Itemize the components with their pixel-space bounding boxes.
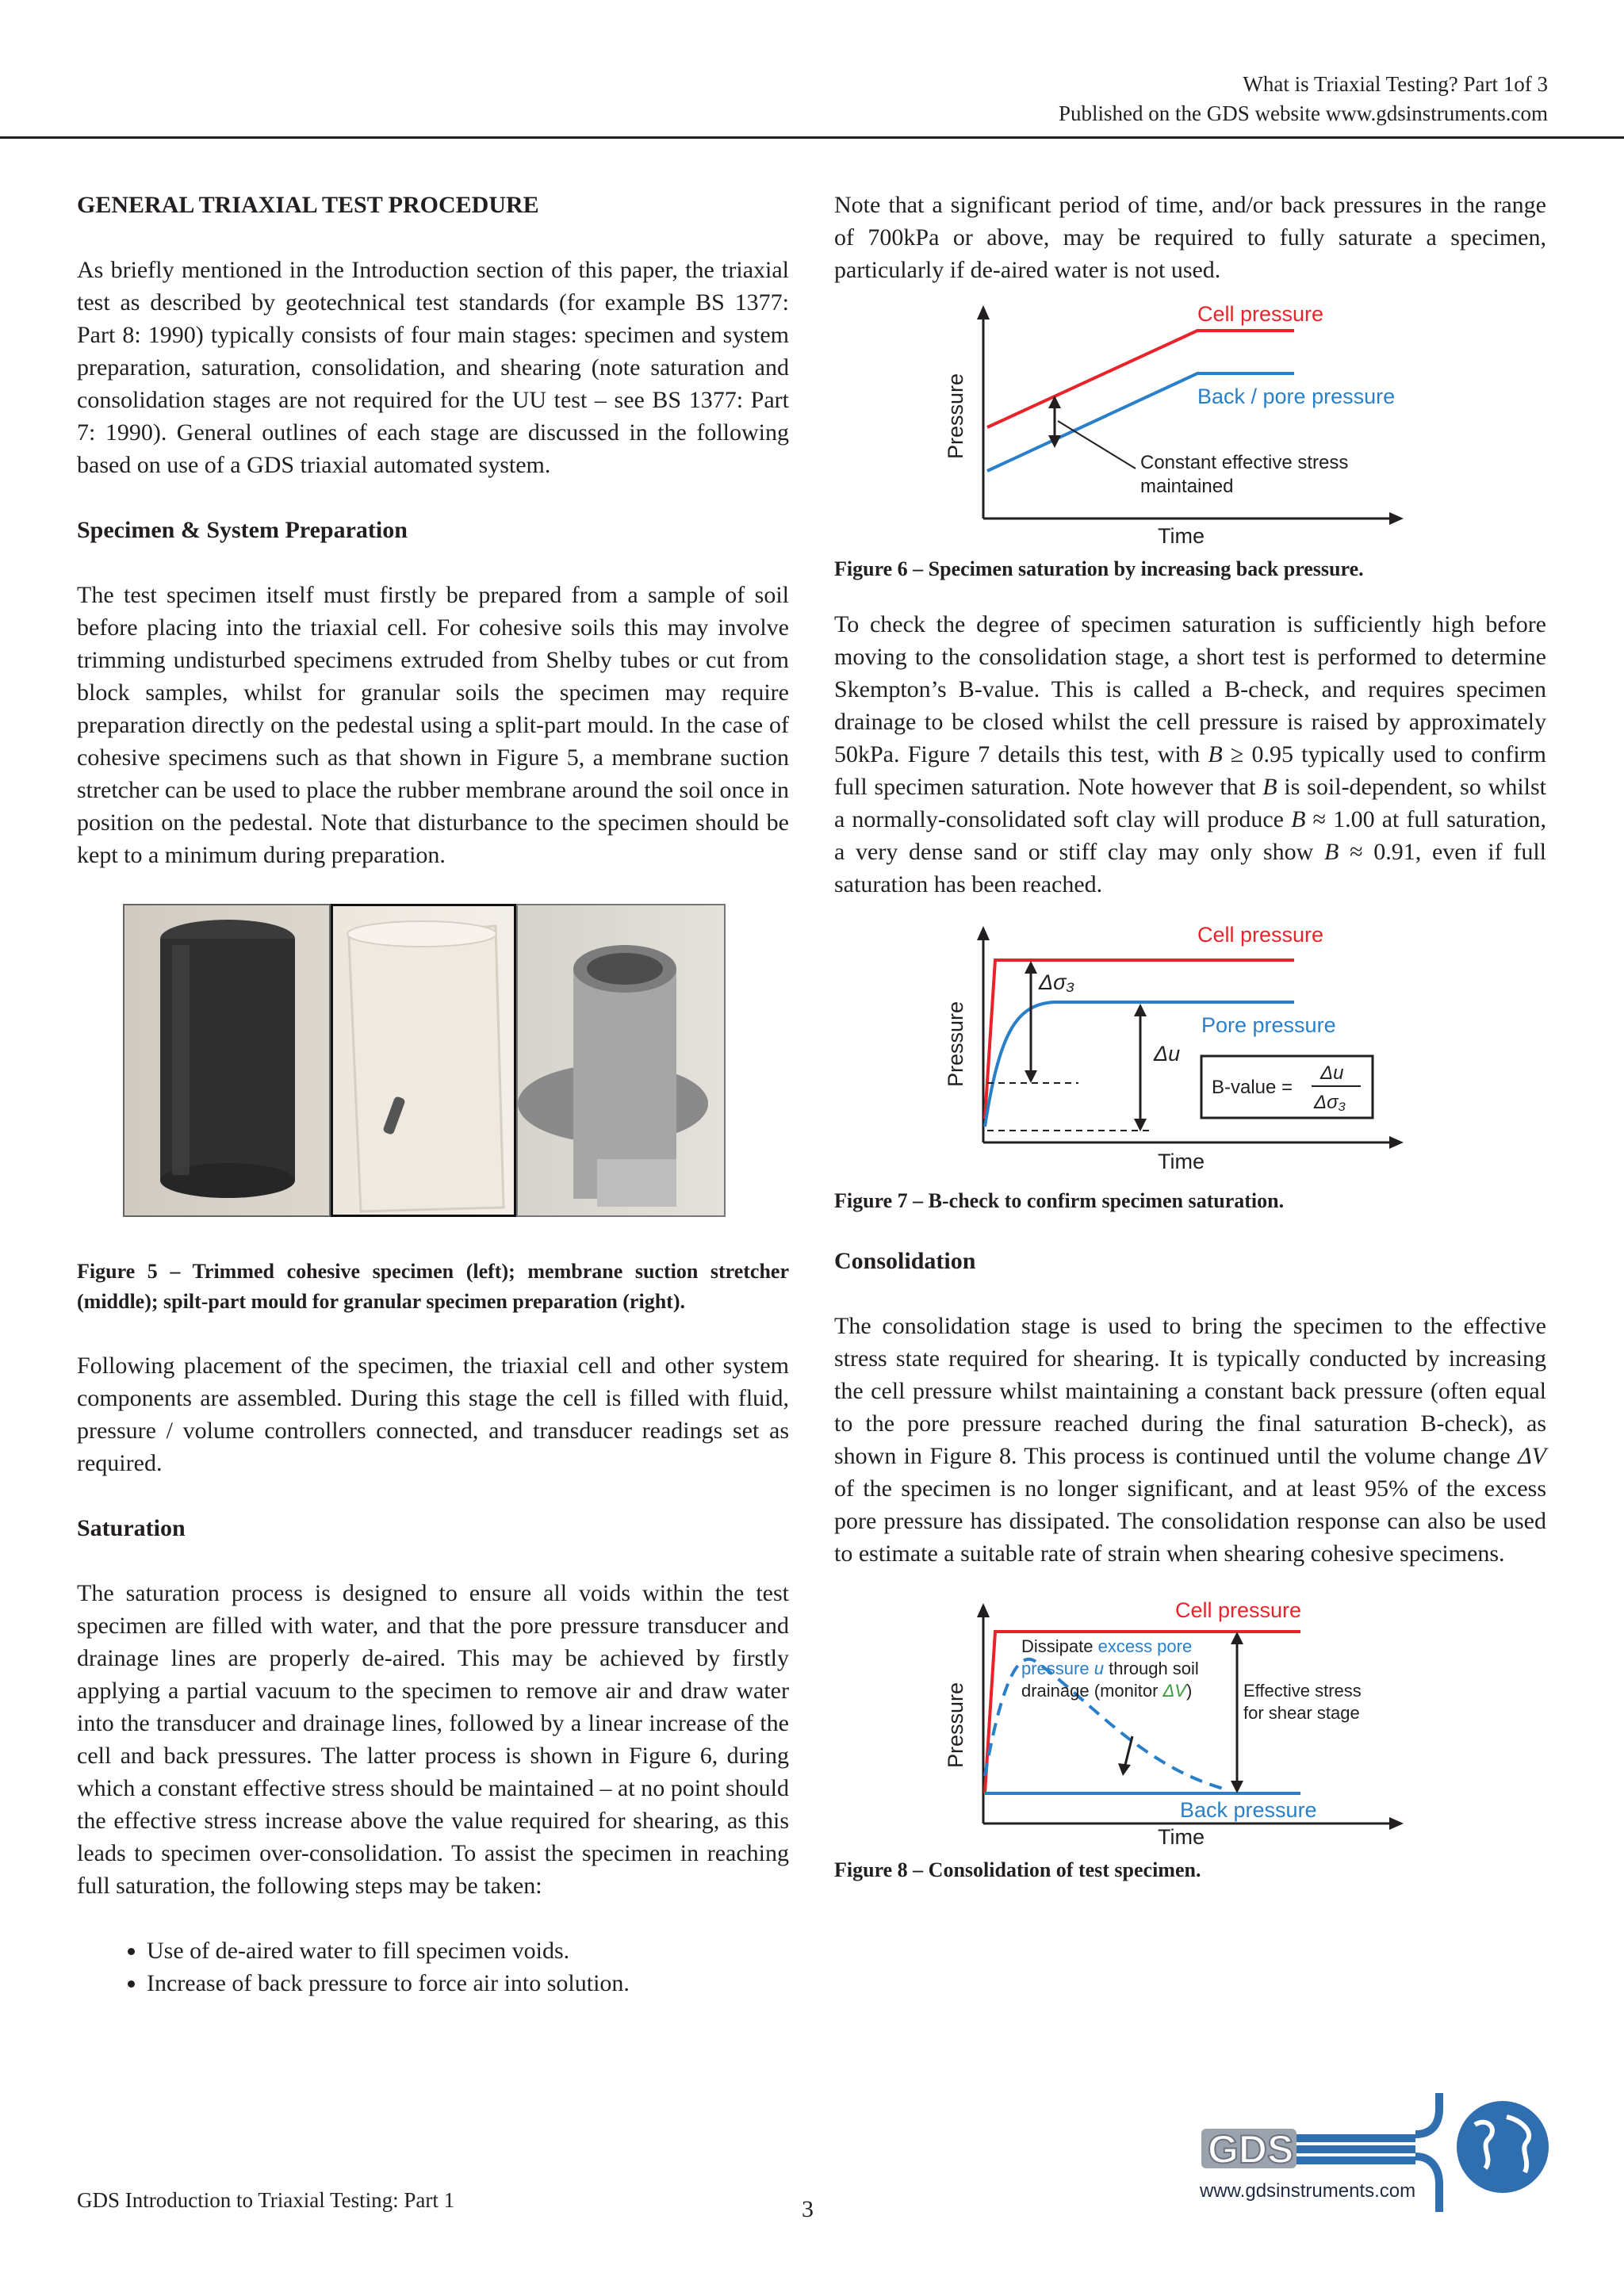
x-axis-arrow [1389,512,1404,525]
x-axis-arrow [1389,1817,1404,1830]
header-title: What is Triaxial Testing? Part 1of 3 [1243,72,1548,96]
footer-title: GDS Introduction to Triaxial Testing: Part 1 [77,2188,455,2212]
figure-6-diagram [928,300,1419,546]
y-axis-arrow [977,926,990,940]
y-axis-label: Pressure [944,1001,967,1087]
consolidation-heading: Consolidation [834,1248,976,1274]
excess-pore-pressure-curve [985,1659,1229,1790]
figure-5-photos [123,904,726,1217]
figure-7-caption: Figure 7 – B-check to confirm specimen saturation. [834,1189,1285,1212]
cell-pressure-label: Cell pressure [1197,923,1324,947]
header-rule [0,136,1624,139]
assembly-paragraph: Following placement of the specimen, the triaxial cell and other system components are assembled. During this stage the cell is filled with fluid, pressure / volume controllers connected, and transducer readings set as required. [77,1353,789,1476]
list-item: • Increase of back pressure to force air into solution. [147,1967,789,1999]
saturation-paragraph: The saturation process is designed to ensure all voids within the test specimen are filled with water, and that the pore pressure transducer and drainage lines are properly de-aired. This may be achieved by firstly applying a partial vacuum to the specimen to remove air and draw water into the transducer and drainage lines, followed by a linear increase of the cell and back pressures. The latter process is shown in Figure 6, during which a constant effective stress should be maintained – at no point should the effective stress increase above the value required for shearing, as this leads to specimen over-consolidation. To assist the specimen in reaching full saturation, the following steps may be taken: [77,1580,789,1899]
delta-sigma-label: Δσ₃ [1039,970,1075,994]
y-axis-arrow [977,1603,990,1617]
bvalue-denominator: Δσ₃ [1314,1092,1346,1113]
figure-8-diagram [928,1586,1419,1847]
figure-6-caption: Figure 6 – Specimen saturation by increasing back pressure. [834,557,1364,580]
bvalue-numerator: Δu [1320,1062,1344,1084]
leader-line [1058,421,1136,469]
effective-stress-label-1: Effective stress [1243,1681,1362,1701]
running-header [596,70,1548,128]
membrane-stretcher-photo [331,904,516,1217]
back-pressure-label: Back pressure [1180,1798,1317,1822]
right-column [834,189,1546,1918]
constant-stress-note-2: maintained [1140,476,1234,497]
dissipate-line-2: pressure u through soil [1021,1659,1199,1678]
x-axis-label: Time [1158,1150,1205,1173]
x-axis-arrow [1389,1136,1404,1149]
y-axis-arrow [977,305,990,320]
dissipate-line-3: drainage (monitor ΔV) [1021,1681,1193,1701]
list-item: • Use of de-aired water to fill specimen voids. [147,1934,789,1967]
delta-u-label: Δu [1154,1042,1181,1066]
dissipate-line-1: Dissipate excess pore [1021,1636,1193,1656]
x-axis-label: Time [1158,1825,1205,1847]
cell-pressure-line [987,331,1294,427]
left-column [77,189,789,1999]
cell-pressure-label: Cell pressure [1197,302,1324,326]
figure-7-diagram [928,916,1419,1178]
constant-stress-note-1: Constant effective stress [1140,452,1349,473]
saturation-heading: Saturation [77,1515,186,1541]
header-published: Published on the GDS website www.gdsinstruments.com [1059,101,1548,125]
figure-5-caption: Figure 5 – Trimmed cohesive specimen (left); membrane suction stretcher (middle); spilt-part mould for granular specimen preparation (right). [77,1260,789,1313]
saturation-steps-list [77,1934,789,1999]
page-number: 3 [802,2196,814,2222]
split-mould-photo [516,904,726,1217]
prep-paragraph: The test specimen itself must firstly be prepared from a sample of soil before placing into the triaxial cell. For cohesive soils this may involve trimming undisturbed specimens extruded from Shelby tubes or cut from block samples, whilst for granular soils the specimen may require preparation directly on the pedestal using a split-part mould. In the case of cohesive specimens such as that shown in Figure 5, a membrane suction stretcher can be used to place the rubber membrane around the soil once in position on the pedestal. Note that disturbance to the specimen should be kept to a minimum during preparation. [77,582,789,868]
y-axis-label: Pressure [944,373,967,459]
bcheck-paragraph: To check the degree of specimen saturation is sufficiently high before moving to the consolidation stage, a short test is performed to determine Skempton’s B-value. This is called a B-check, and requires specimen drainage to be closed whilst the cell pressure is raised by approximately 50kPa. Figure 7 details this test, with B ≥ 0.95 typically used to confirm full specimen saturation. Note however that B is soil-dependent, so whilst a normally-consolidated soft clay will produce B ≈ 1.00 at full saturation, a very dense sand or stiff clay may only show B ≈ 0.91, even if full saturation has been reached. [834,611,1547,897]
note-paragraph: Note that a significant period of time, and/or back pressures in the range of 700kPa or above, may be required to fully saturate a specimen, particularly if de-aired water is not used. [834,192,1546,283]
back-pressure-label: Back / pore pressure [1197,385,1396,408]
consolidation-paragraph: The consolidation stage is used to bring the specimen to the effective stress state required for shearing. It is typically conducted by increasing the cell pressure whilst maintaining a constant back pressure (often equal to the pore pressure reached during the final saturation B-check), as shown in Figure 8. This process is continued until the volume change ΔV of the specimen is no longer significant, and at least 95% of the excess pore pressure has dissipated. The consolidation response can also be used to estimate a suitable rate of strain when shearing cohesive specimens. [834,1313,1546,1567]
x-axis-label: Time [1158,524,1205,546]
figure-8-caption: Figure 8 – Consolidation of test specimen. [834,1858,1201,1881]
intro-paragraph: As briefly mentioned in the Introduction section of this paper, the triaxial test as described by geotechnical test standards (for example BS 1377: Part 8: 1990) typically consists of four main stages: specimen and system preparation, saturation, consolidation, and shearing (note saturation and consolidation stages are not required for the UU test – see BS 1377: Part 7: 1990). General outlines of each stage are discussed in the following based on use of a GDS triaxial automated system. [77,257,789,478]
section-heading: GENERAL TRIAXIAL TEST PROCEDURE [77,192,539,218]
bvalue-label: B-value = [1212,1077,1293,1098]
pore-pressure-label: Pore pressure [1201,1013,1336,1037]
trimmed-specimen-photo [123,904,331,1217]
globe-icon [1457,2101,1549,2193]
effective-stress-label-2: for shear stage [1243,1703,1360,1723]
y-axis-label: Pressure [944,1682,967,1768]
logo-url: www.gdsinstruments.com [1200,2180,1416,2202]
logo-text: GDS [1208,2127,1294,2172]
prep-heading: Specimen & System Preparation [77,517,408,543]
dissipate-arrow [1124,1736,1132,1768]
cell-pressure-label: Cell pressure [1175,1598,1302,1622]
